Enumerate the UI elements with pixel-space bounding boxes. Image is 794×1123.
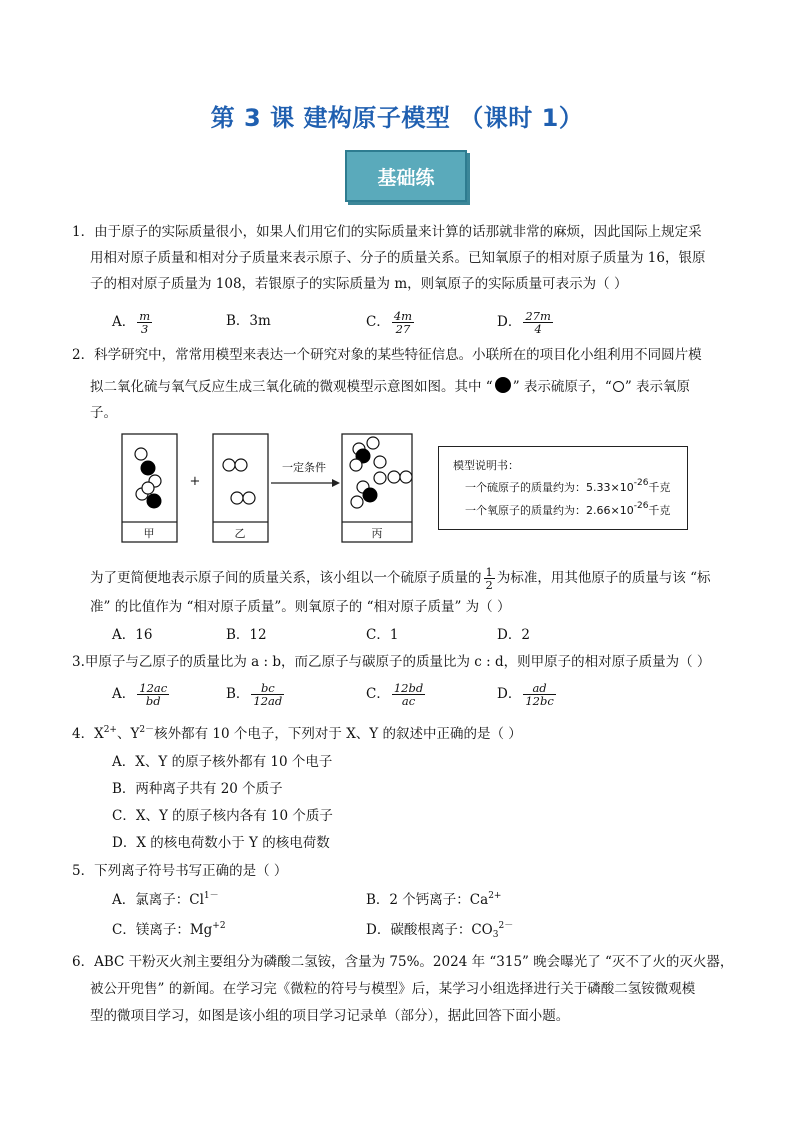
legend-title: 模型说明书： [453,459,519,472]
q2-line-4-text-b: 为标准，用其他原子的质量与该 “标 [496,570,711,586]
q2-line-4 [90,566,711,591]
q5-option-c-charge: +2 [212,921,226,931]
q2-line-4-text: 为了更简便地表示原子间的质量关系，该小组以一个硫原子质量的 [90,570,482,586]
q1-line-1: 1．由于原子的实际质量很小，如果人们用它们的实际质量来计算的话那就非常的麻烦，因此国际上规定采 [72,224,702,240]
q4-text-mid: 、Y [116,726,140,742]
q3-option-c-fraction [392,682,425,707]
q2-line-5: 准” 的比值作为 “相对原子质量”。则氧原子的 “相对原子质量” 为（ ） [90,599,511,615]
q3-option-b[interactable] [226,682,286,707]
q2-line-2-text: 拟二氧化硫与氧气反应生成三氧化硫的微观模型示意图如图。其中 “ [90,379,493,395]
q1-option-a-numerator: m [139,309,151,323]
q4-y-charge: 2－ [139,725,155,735]
model-legend-box [438,446,688,530]
q4-text-pre: 4．X [72,726,104,742]
page-title: 第 3 课 建构原子模型 （课时 1） [210,104,584,132]
legend-sulfur-value: 5.33×10 [586,481,634,494]
q5-option-d-subscript: 3 [492,930,499,940]
oxygen-atom-icon [613,381,624,392]
legend-oxygen-value: 2.66×10 [586,504,634,517]
q1-option-a-denominator: 3 [141,322,149,336]
q1-option-a-label: A． [112,314,136,330]
section-badge: 基础练 [345,150,467,202]
q3-option-d[interactable] [497,682,558,707]
q1-option-c[interactable] [366,310,416,335]
q1-option-a-fraction [137,310,152,335]
q3-option-a-label: A． [112,686,136,702]
q6-line-1: 6．ABC 干粉灭火剂主要组分为磷酸二氢铵，含量为 75%。2024 年 “315” 晚会曝光了 “灭不了火的灭火器， [72,954,734,970]
legend-oxygen-label: 一个氧原子的质量约为： [465,504,586,517]
q3-option-b-label: B． [226,686,250,702]
q3-option-a-numerator: 12ac [139,681,168,695]
q5-option-c[interactable] [112,921,226,939]
q5-option-d-text: D．碳酸根离子：CO [366,922,493,938]
q4-option-a[interactable]: A．X、Y 的原子核外都有 10 个电子 [112,754,333,770]
arrow-label: 一定条件 [282,461,326,474]
q3-line-1: 3.甲原子与乙原子的质量比为 a : b，而乙原子与碳原子的质量比为 c : d，则甲原子的相对原子质量为（ ） [72,654,711,670]
q3-option-a[interactable] [112,682,171,707]
q4-option-d[interactable]: D．X 的核电荷数小于 Y 的核电荷数 [112,835,330,851]
container-yi-molecules [223,459,255,504]
q3-option-b-numerator: bc [251,682,284,695]
legend-sulfur-mass [465,479,670,495]
q2-line-3: 子。 [90,405,117,421]
q2-line-2-text-b: ” 表示硫原子，“ [512,379,612,395]
container-jia-molecules [135,448,162,509]
q2-option-a[interactable]: A．16 [112,627,153,643]
q4-x-charge: 2+ [103,725,117,735]
q3-option-d-label: D． [497,686,522,702]
q1-option-d-denominator: 4 [534,322,542,336]
q1-option-d[interactable] [497,310,555,335]
q6-line-2: 被公开兜售” 的新闻。在学习完《微粒的符号与模型》后，某学习小组选择进行关于磷酸二氢铵微观模 [90,981,696,997]
q2-line-1: 2．科学研究中，常常用模型来表达一个研究对象的某些特征信息。小联所在的项目化小组利用不同圆片模 [72,347,702,363]
q1-option-c-label: C． [366,314,390,330]
q2-half-numerator: 1 [485,565,493,579]
q2-option-c[interactable]: C．1 [366,627,399,643]
q3-option-b-denominator: 12ad [253,694,283,708]
q4-option-b[interactable]: B．两种离子共有 20 个质子 [112,781,283,797]
q1-option-a[interactable] [112,310,154,335]
label-jia: 甲 [143,527,155,540]
legend-oxygen-exponent: -26 [633,501,649,511]
legend-sulfur-unit: 千克 [648,481,671,494]
q5-option-c-text: C．镁离子：Mg [112,922,213,938]
legend-sulfur-exponent: -26 [633,478,649,488]
q1-option-c-numerator: 4m [393,309,413,323]
container-bing-molecules [350,437,412,508]
legend-oxygen-unit: 千克 [648,504,671,517]
q3-option-a-denominator: bd [145,694,161,708]
q3-option-c-denominator: ac [401,694,416,708]
q5-option-b-charge: 2+ [488,891,502,901]
q5-line-1: 5．下列离子符号书写正确的是（ ） [72,863,288,879]
q1-option-b[interactable]: B．3m [226,313,271,329]
q1-line-3: 子的相对原子质量为 108，若银原子的实际质量为 m，则氧原子的实际质量可表示为（ ） [90,276,628,292]
reaction-diagram [118,432,423,546]
q1-option-d-fraction [523,310,553,335]
q1-option-c-fraction [392,310,414,335]
sulfur-atom-icon [495,377,511,393]
q1-option-d-numerator: 27m [525,309,551,323]
reaction-arrow [271,479,340,487]
q2-option-d[interactable]: D．2 [497,627,530,643]
q5-option-a[interactable] [112,891,219,909]
q4-text-post: 核外都有 10 个电子，下列对于 X、Y 的叙述中正确的是（ ） [154,726,522,742]
q2-line-2-text-c: ” 表示氧原 [624,379,691,395]
q4-line-1 [72,725,522,743]
q3-option-d-denominator: 12bc [525,694,554,708]
q3-option-d-numerator: ad [523,682,555,695]
q2-half-fraction [484,566,495,591]
q4-option-c[interactable]: C．X、Y 的原子核内各有 10 个质子 [112,808,333,824]
q5-option-d-charge: 2－ [498,921,514,931]
legend-sulfur-label: 一个硫原子的质量约为： [465,481,586,494]
q3-option-b-fraction [251,682,284,707]
q5-option-d[interactable] [366,921,513,939]
q3-option-c-numerator: 12bd [393,681,424,695]
legend-oxygen-mass [465,502,670,518]
plus-sign: + [189,474,201,489]
q5-option-b-text: B．2 个钙离子：Ca [366,892,489,908]
q3-option-c-label: C． [366,686,390,702]
label-bing: 丙 [371,527,383,540]
q3-option-a-fraction [137,682,169,707]
q5-option-a-charge: 1－ [203,891,219,901]
q3-option-d-fraction [523,682,555,707]
q5-option-b[interactable] [366,891,501,909]
q1-option-c-denominator: 27 [395,322,411,336]
q2-option-b[interactable]: B．12 [226,627,267,643]
q6-line-3: 型的微项目学习，如图是该小组的项目学习记录单（部分），据此回答下面小题。 [90,1008,570,1024]
q5-option-a-text: A．氯离子：Cl [112,892,204,908]
label-yi: 乙 [234,527,246,540]
q1-line-2: 用相对原子质量和相对分子质量来表示原子、分子的质量关系。已知氧原子的相对原子质量为 16，银原 [90,250,706,266]
q3-option-c[interactable] [366,682,427,707]
q2-half-denominator: 2 [485,578,493,592]
q2-line-2 [90,377,690,396]
q1-option-d-label: D． [497,314,522,330]
